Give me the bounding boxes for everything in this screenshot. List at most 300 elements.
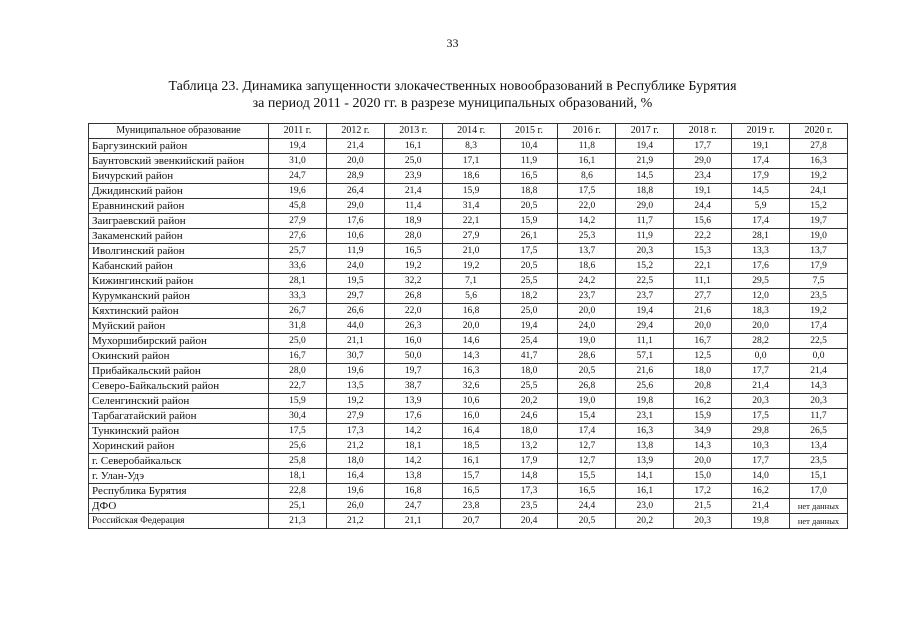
table-row <box>89 244 848 259</box>
row-value-cell: 19,8 <box>616 394 674 409</box>
row-value-cell: 16,0 <box>442 409 500 424</box>
table-row <box>89 424 848 439</box>
row-value-cell: 24,7 <box>269 169 327 184</box>
row-value-cell: 34,9 <box>674 424 732 439</box>
row-value-cell: 25,0 <box>384 154 442 169</box>
row-value-cell: 17,5 <box>558 184 616 199</box>
row-value-cell: 26,3 <box>384 319 442 334</box>
row-value-cell: 19,0 <box>790 229 848 244</box>
row-value-cell: 19,0 <box>558 394 616 409</box>
row-value-cell: 33,3 <box>269 289 327 304</box>
row-value-cell: 19,2 <box>790 169 848 184</box>
row-municipality-name: Селенгинский район <box>89 394 269 409</box>
row-value-cell: 19,0 <box>558 334 616 349</box>
row-value-cell: 18,1 <box>384 439 442 454</box>
row-value-cell: 20,3 <box>732 394 790 409</box>
row-value-cell: 17,9 <box>790 259 848 274</box>
row-value-cell: 15,9 <box>500 214 558 229</box>
row-value-cell: 8,3 <box>442 139 500 154</box>
row-value-cell: 16,7 <box>269 349 327 364</box>
row-value-cell: 14,8 <box>500 469 558 484</box>
row-value-cell: 32,6 <box>442 379 500 394</box>
row-value-cell: 24,7 <box>384 499 442 514</box>
row-value-cell: 10,4 <box>500 139 558 154</box>
row-value-cell: 17,2 <box>674 484 732 499</box>
table-row <box>89 499 848 514</box>
row-municipality-name: Тарбагатайский район <box>89 409 269 424</box>
row-value-cell: 20,0 <box>732 319 790 334</box>
row-value-cell: 14,5 <box>616 169 674 184</box>
row-value-cell: 18,9 <box>384 214 442 229</box>
row-value-cell: 5,9 <box>732 199 790 214</box>
row-value-cell: 32,2 <box>384 274 442 289</box>
row-value-cell: 26,5 <box>790 424 848 439</box>
row-value-cell: 18,5 <box>442 439 500 454</box>
row-value-cell: 28,1 <box>732 229 790 244</box>
row-value-cell: 16,3 <box>616 424 674 439</box>
row-value-cell: 16,5 <box>384 244 442 259</box>
row-value-cell: 25,1 <box>269 499 327 514</box>
row-value-cell: 21,4 <box>732 499 790 514</box>
row-value-cell: 20,3 <box>616 244 674 259</box>
row-value-cell: 25,6 <box>616 379 674 394</box>
row-value-cell: 17,9 <box>500 454 558 469</box>
row-value-cell: 19,6 <box>326 484 384 499</box>
table-row <box>89 364 848 379</box>
row-value-cell: 14,6 <box>442 334 500 349</box>
row-value-cell: 10,6 <box>442 394 500 409</box>
row-value-cell: 19,2 <box>790 304 848 319</box>
row-value-cell: 17,4 <box>558 424 616 439</box>
row-value-cell: 22,2 <box>674 229 732 244</box>
row-value-cell: 18,3 <box>732 304 790 319</box>
row-value-cell: 45,8 <box>269 199 327 214</box>
row-value-cell: 8,6 <box>558 169 616 184</box>
row-value-cell: 16,3 <box>442 364 500 379</box>
row-value-cell: 11,7 <box>790 409 848 424</box>
row-value-cell: 19,5 <box>326 274 384 289</box>
row-municipality-name: Республика Бурятия <box>89 484 269 499</box>
table-row <box>89 304 848 319</box>
row-value-cell: 27,7 <box>674 289 732 304</box>
row-value-cell: 23,8 <box>442 499 500 514</box>
row-value-cell: 19,2 <box>384 259 442 274</box>
row-value-cell: 10,6 <box>326 229 384 244</box>
row-value-cell: 14,0 <box>732 469 790 484</box>
row-value-cell: 23,5 <box>500 499 558 514</box>
row-municipality-name: Окинский район <box>89 349 269 364</box>
row-value-cell: 17,4 <box>732 214 790 229</box>
table-row <box>89 514 848 529</box>
row-municipality-name: Российская Федерация <box>89 514 269 529</box>
row-value-cell: 19,4 <box>616 139 674 154</box>
table-title <box>0 78 905 112</box>
row-value-cell: 22,5 <box>616 274 674 289</box>
row-value-cell: 18,6 <box>558 259 616 274</box>
row-value-cell: 24,6 <box>500 409 558 424</box>
row-value-cell: 25,0 <box>269 334 327 349</box>
table-row <box>89 484 848 499</box>
row-value-cell: 30,7 <box>326 349 384 364</box>
row-value-cell: 7,1 <box>442 274 500 289</box>
row-value-cell: 27,9 <box>442 229 500 244</box>
row-value-cell: 5,6 <box>442 289 500 304</box>
row-value-cell: 13,4 <box>790 439 848 454</box>
row-value-cell: 16,5 <box>558 484 616 499</box>
row-value-cell: 21,9 <box>616 154 674 169</box>
row-municipality-name: Прибайкальский район <box>89 364 269 379</box>
row-value-cell: 12,0 <box>732 289 790 304</box>
row-value-cell: 12,5 <box>674 349 732 364</box>
row-value-cell: 19,1 <box>674 184 732 199</box>
row-value-cell: 17,7 <box>732 364 790 379</box>
row-value-cell: 7,5 <box>790 274 848 289</box>
row-value-cell: 27,8 <box>790 139 848 154</box>
row-value-cell: 19,2 <box>326 394 384 409</box>
row-value-cell: 19,4 <box>269 139 327 154</box>
row-value-cell: 17,7 <box>674 139 732 154</box>
row-value-cell: 20,4 <box>500 514 558 529</box>
row-value-cell: 28,0 <box>269 364 327 379</box>
row-value-cell: 13,7 <box>790 244 848 259</box>
row-value-cell: 21,2 <box>326 514 384 529</box>
row-municipality-name: Баунтовский эвенкийский район <box>89 154 269 169</box>
row-value-cell: 28,6 <box>558 349 616 364</box>
row-value-cell: 14,3 <box>674 439 732 454</box>
row-value-cell: 25,8 <box>269 454 327 469</box>
row-value-cell: 23,4 <box>674 169 732 184</box>
row-value-cell: 20,5 <box>558 514 616 529</box>
row-value-cell: 50,0 <box>384 349 442 364</box>
row-value-cell: 21,4 <box>790 364 848 379</box>
row-municipality-name: Северо-Байкальский район <box>89 379 269 394</box>
row-value-cell: 26,8 <box>384 289 442 304</box>
column-header-year: 2016 г. <box>558 124 616 139</box>
row-value-cell: 20,2 <box>616 514 674 529</box>
row-value-cell: 13,7 <box>558 244 616 259</box>
row-value-cell: 17,6 <box>732 259 790 274</box>
row-value-cell: 21,3 <box>269 514 327 529</box>
row-value-cell: 15,6 <box>674 214 732 229</box>
row-value-cell: 16,2 <box>674 394 732 409</box>
row-value-cell: 20,3 <box>674 514 732 529</box>
row-value-cell: 16,4 <box>442 424 500 439</box>
row-value-cell: 26,0 <box>326 499 384 514</box>
table-row <box>89 379 848 394</box>
row-municipality-name: Кяхтинский район <box>89 304 269 319</box>
table-row <box>89 229 848 244</box>
row-value-cell: 23,7 <box>558 289 616 304</box>
row-value-cell: 18,0 <box>500 364 558 379</box>
row-value-cell: 14,2 <box>384 424 442 439</box>
row-municipality-name: Закаменский район <box>89 229 269 244</box>
row-value-cell: 20,0 <box>674 319 732 334</box>
row-value-cell: 15,0 <box>674 469 732 484</box>
column-header-year: 2018 г. <box>674 124 732 139</box>
row-municipality-name: Заиграевский район <box>89 214 269 229</box>
row-value-cell: 18,2 <box>500 289 558 304</box>
row-value-cell: 15,4 <box>558 409 616 424</box>
row-value-cell: 0,0 <box>790 349 848 364</box>
row-value-cell: 16,4 <box>326 469 384 484</box>
row-value-cell: 17,4 <box>732 154 790 169</box>
table-row <box>89 289 848 304</box>
row-value-cell: 24,2 <box>558 274 616 289</box>
row-value-cell: 20,5 <box>500 259 558 274</box>
column-header-year: 2017 г. <box>616 124 674 139</box>
row-value-cell: 16,0 <box>384 334 442 349</box>
row-value-cell: 17,6 <box>384 409 442 424</box>
row-value-cell: 16,3 <box>790 154 848 169</box>
row-value-cell: 16,5 <box>500 169 558 184</box>
row-municipality-name: Мухоршибирский район <box>89 334 269 349</box>
table-row <box>89 184 848 199</box>
table-row <box>89 349 848 364</box>
row-value-cell: 24,4 <box>674 199 732 214</box>
row-value-cell: 15,2 <box>790 199 848 214</box>
row-value-cell: 25,5 <box>500 379 558 394</box>
table-title-line-2: за период 2011 - 2020 гг. в разрезе муниципальных образований, % <box>252 96 653 111</box>
row-value-cell: 20,2 <box>500 394 558 409</box>
row-value-cell: 19,2 <box>442 259 500 274</box>
row-value-cell: 25,4 <box>500 334 558 349</box>
row-value-cell: 11,9 <box>326 244 384 259</box>
row-municipality-name: Курумканский район <box>89 289 269 304</box>
row-value-cell: 17,5 <box>500 244 558 259</box>
row-municipality-name: Кабанский район <box>89 259 269 274</box>
row-value-cell: 19,1 <box>732 139 790 154</box>
row-value-cell: 21,1 <box>326 334 384 349</box>
row-value-cell: 20,5 <box>500 199 558 214</box>
row-value-cell: 27,6 <box>269 229 327 244</box>
table-title-line-1: Таблица 23. Динамика запущенности злокачественных новообразований в Республике Бурятия <box>168 79 737 94</box>
row-value-cell: 21,6 <box>674 304 732 319</box>
row-value-cell: 22,7 <box>269 379 327 394</box>
row-value-cell: 11,1 <box>674 274 732 289</box>
table-row <box>89 469 848 484</box>
row-value-cell: 15,1 <box>790 469 848 484</box>
row-value-cell: 17,5 <box>732 409 790 424</box>
row-municipality-name: Муйский район <box>89 319 269 334</box>
row-value-cell: 24,0 <box>326 259 384 274</box>
row-municipality-name: г. Улан-Удэ <box>89 469 269 484</box>
row-value-cell: 28,2 <box>732 334 790 349</box>
row-value-cell: 20,0 <box>442 319 500 334</box>
row-municipality-name: Тункинский район <box>89 424 269 439</box>
row-value-cell: 0,0 <box>732 349 790 364</box>
row-municipality-name: Еравнинский район <box>89 199 269 214</box>
row-value-cell: 13,8 <box>384 469 442 484</box>
row-value-cell: 26,1 <box>500 229 558 244</box>
row-value-cell: 29,5 <box>732 274 790 289</box>
row-value-cell: 17,1 <box>442 154 500 169</box>
row-value-cell: 19,8 <box>732 514 790 529</box>
row-value-cell: 44,0 <box>326 319 384 334</box>
row-value-cell: 15,2 <box>616 259 674 274</box>
row-value-cell: 28,9 <box>326 169 384 184</box>
row-value-cell: нет данных <box>790 514 848 529</box>
row-value-cell: 26,6 <box>326 304 384 319</box>
row-value-cell: 15,9 <box>442 184 500 199</box>
row-value-cell: 20,7 <box>442 514 500 529</box>
row-value-cell: 18,8 <box>616 184 674 199</box>
row-value-cell: 20,0 <box>558 304 616 319</box>
row-value-cell: 15,5 <box>558 469 616 484</box>
row-value-cell: 29,0 <box>674 154 732 169</box>
row-value-cell: 15,9 <box>269 394 327 409</box>
row-value-cell: 21,5 <box>674 499 732 514</box>
row-value-cell: 57,1 <box>616 349 674 364</box>
row-value-cell: 18,8 <box>500 184 558 199</box>
row-value-cell: 11,9 <box>500 154 558 169</box>
table-row <box>89 334 848 349</box>
row-value-cell: 27,9 <box>326 409 384 424</box>
row-value-cell: 11,9 <box>616 229 674 244</box>
row-value-cell: 15,9 <box>674 409 732 424</box>
row-value-cell: 29,0 <box>326 199 384 214</box>
row-value-cell: 20,3 <box>790 394 848 409</box>
table-row <box>89 394 848 409</box>
table-row <box>89 274 848 289</box>
row-value-cell: 16,2 <box>732 484 790 499</box>
row-value-cell: 25,0 <box>500 304 558 319</box>
table-header-row <box>89 124 848 139</box>
row-value-cell: 22,5 <box>790 334 848 349</box>
row-value-cell: 11,4 <box>384 199 442 214</box>
row-value-cell: 24,1 <box>790 184 848 199</box>
row-value-cell: 15,7 <box>442 469 500 484</box>
row-value-cell: 17,3 <box>326 424 384 439</box>
row-value-cell: 15,3 <box>674 244 732 259</box>
row-value-cell: 21,6 <box>616 364 674 379</box>
row-value-cell: 29,0 <box>616 199 674 214</box>
table-row <box>89 439 848 454</box>
row-value-cell: 21,2 <box>326 439 384 454</box>
row-value-cell: 17,5 <box>269 424 327 439</box>
row-value-cell: 29,4 <box>616 319 674 334</box>
row-value-cell: 16,8 <box>384 484 442 499</box>
row-value-cell: 22,8 <box>269 484 327 499</box>
row-value-cell: 23,5 <box>790 289 848 304</box>
row-municipality-name: Бичурский район <box>89 169 269 184</box>
row-value-cell: 11,7 <box>616 214 674 229</box>
row-value-cell: 22,1 <box>674 259 732 274</box>
row-value-cell: 23,1 <box>616 409 674 424</box>
row-value-cell: 18,0 <box>674 364 732 379</box>
column-header-year: 2011 г. <box>269 124 327 139</box>
row-value-cell: 20,8 <box>674 379 732 394</box>
row-municipality-name: Кижингинский район <box>89 274 269 289</box>
row-value-cell: 28,0 <box>384 229 442 244</box>
row-value-cell: 11,8 <box>558 139 616 154</box>
row-value-cell: 14,1 <box>616 469 674 484</box>
row-value-cell: 18,0 <box>326 454 384 469</box>
row-value-cell: 26,8 <box>558 379 616 394</box>
row-value-cell: 13,3 <box>732 244 790 259</box>
row-value-cell: 31,4 <box>442 199 500 214</box>
row-value-cell: 21,4 <box>326 139 384 154</box>
row-municipality-name: Иволгинский район <box>89 244 269 259</box>
row-value-cell: 38,7 <box>384 379 442 394</box>
row-value-cell: 17,0 <box>790 484 848 499</box>
row-value-cell: 12,7 <box>558 454 616 469</box>
column-header-year: 2020 г. <box>790 124 848 139</box>
row-value-cell: 16,5 <box>442 484 500 499</box>
row-value-cell: 19,4 <box>500 319 558 334</box>
row-value-cell: 25,3 <box>558 229 616 244</box>
table-row <box>89 139 848 154</box>
row-value-cell: 29,8 <box>732 424 790 439</box>
table-row <box>89 409 848 424</box>
row-municipality-name: ДФО <box>89 499 269 514</box>
row-value-cell: 16,1 <box>442 454 500 469</box>
table-row <box>89 319 848 334</box>
row-value-cell: 17,6 <box>326 214 384 229</box>
row-value-cell: 28,1 <box>269 274 327 289</box>
row-value-cell: 31,0 <box>269 154 327 169</box>
row-value-cell: 12,7 <box>558 439 616 454</box>
row-value-cell: 17,7 <box>732 454 790 469</box>
row-value-cell: 16,1 <box>558 154 616 169</box>
row-value-cell: 14,3 <box>790 379 848 394</box>
row-value-cell: 20,5 <box>558 364 616 379</box>
row-value-cell: 25,7 <box>269 244 327 259</box>
row-value-cell: 21,1 <box>384 514 442 529</box>
column-header-year: 2014 г. <box>442 124 500 139</box>
row-value-cell: 20,0 <box>326 154 384 169</box>
table-row <box>89 454 848 469</box>
row-value-cell: 22,0 <box>384 304 442 319</box>
row-value-cell: 26,7 <box>269 304 327 319</box>
row-value-cell: 14,2 <box>384 454 442 469</box>
row-value-cell: 17,4 <box>790 319 848 334</box>
table-row <box>89 154 848 169</box>
row-value-cell: 22,1 <box>442 214 500 229</box>
row-value-cell: 23,9 <box>384 169 442 184</box>
column-header-year: 2013 г. <box>384 124 442 139</box>
row-value-cell: 16,1 <box>384 139 442 154</box>
row-value-cell: 18,6 <box>442 169 500 184</box>
row-municipality-name: Хоринский район <box>89 439 269 454</box>
row-value-cell: 16,8 <box>442 304 500 319</box>
row-value-cell: 17,3 <box>500 484 558 499</box>
row-value-cell: 25,6 <box>269 439 327 454</box>
row-municipality-name: Джидинский район <box>89 184 269 199</box>
row-value-cell: 18,1 <box>269 469 327 484</box>
table-row <box>89 214 848 229</box>
row-value-cell: 14,5 <box>732 184 790 199</box>
row-value-cell: 19,4 <box>616 304 674 319</box>
column-header-year: 2012 г. <box>326 124 384 139</box>
row-value-cell: 23,7 <box>616 289 674 304</box>
row-value-cell: 30,4 <box>269 409 327 424</box>
row-value-cell: 23,0 <box>616 499 674 514</box>
row-value-cell: 27,9 <box>269 214 327 229</box>
row-value-cell: 11,1 <box>616 334 674 349</box>
row-value-cell: 21,4 <box>384 184 442 199</box>
table-row <box>89 259 848 274</box>
row-value-cell: 23,5 <box>790 454 848 469</box>
column-header-year: 2015 г. <box>500 124 558 139</box>
row-value-cell: 16,1 <box>616 484 674 499</box>
row-value-cell: 20,0 <box>674 454 732 469</box>
table-row <box>89 169 848 184</box>
row-value-cell: 19,7 <box>384 364 442 379</box>
row-value-cell: 24,4 <box>558 499 616 514</box>
row-value-cell: 21,4 <box>732 379 790 394</box>
row-municipality-name: Баргузинский район <box>89 139 269 154</box>
row-value-cell: 25,5 <box>500 274 558 289</box>
